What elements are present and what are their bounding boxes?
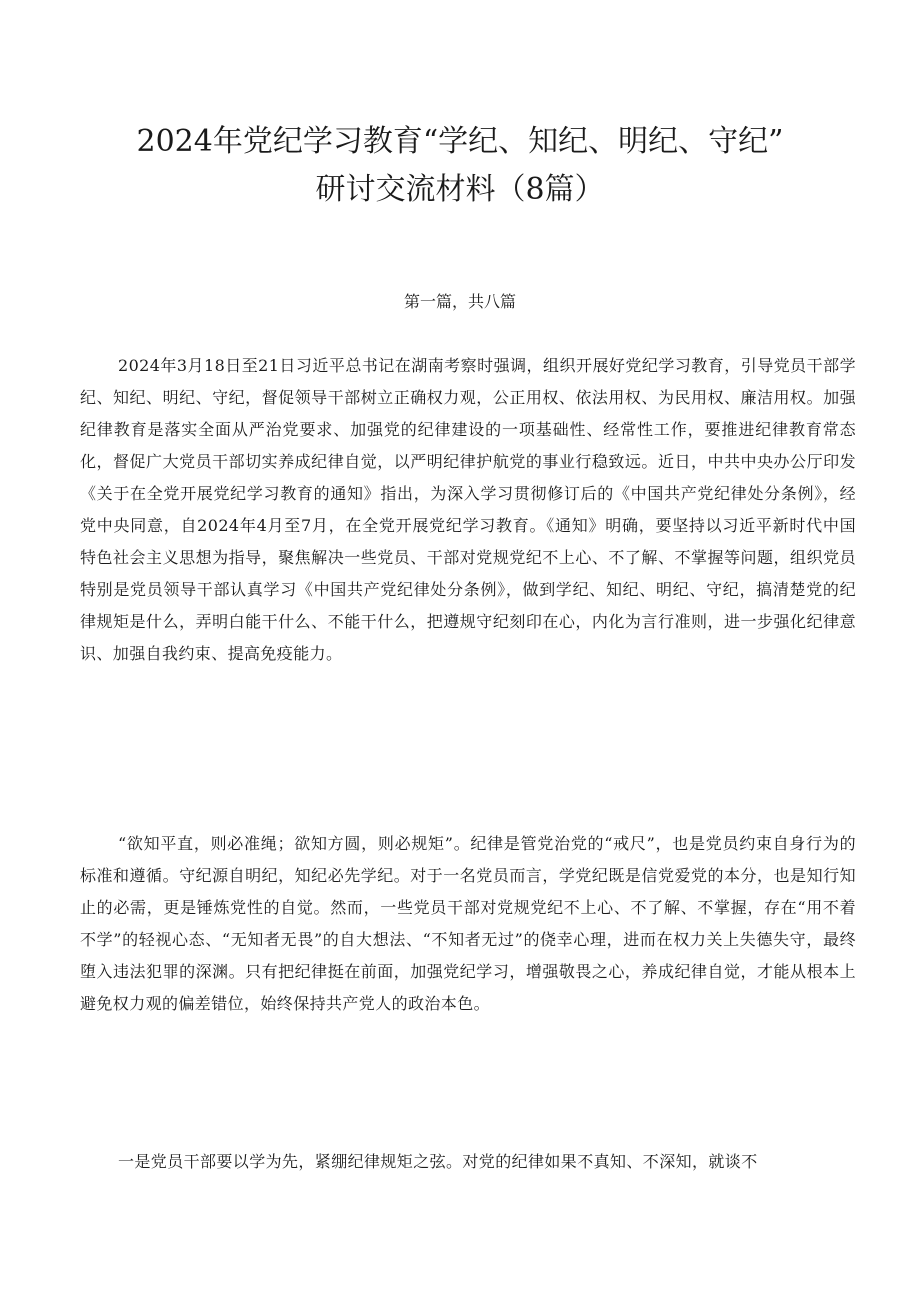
title-line-2: 研讨交流材料（8篇）	[315, 172, 605, 207]
title-line-1: 2024年党纪学习教育“学纪、知纪、明纪、守纪”	[136, 124, 784, 159]
document-title	[60, 118, 860, 214]
paragraph-3: 一是党员干部要以学为先，紧绷纪律规矩之弦。对党的纪律如果不真知、不深知，就谈不	[118, 1152, 758, 1171]
paragraph-1: 2024年3月18日至21日习近平总书记在湖南考察时强调，组织开展好党纪学习教育，引导党员干部学纪、知纪、明纪、守纪，督促领导干部树立正确权力观，公正用权、依法用权、为民用权、廉洁用权。加强纪律教育是落实全面从严治党要求、加强党的纪律建设的一项基础性、经常性工作，要推进纪律教育常态化，督促广大党员干部切实养成纪律自觉，以严明纪律护航党的事业行稳致远。近日，中共中央办公厅印发《关于在全党开展党纪学习教育的通知》指出，为深入学习贯彻修订后的《中国共产党纪律处分条例》，经党中央同意，自2024年4月至7月，在全党开展党纪学习教育。《通知》明确，要坚持以习近平新时代中国特色社会主义思想为指导，聚焦解决一些党员、干部对党规党纪不上心、不了解、不掌握等问题，组织党员特别是党员领导干部认真学习《中国共产党纪律处分条例》，做到学纪、知纪、明纪、守纪，搞清楚党的纪律规矩是什么，弄明白能干什么、不能干什么，把遵规守纪刻印在心，内化为言行准则，进一步强化纪律意识、加强自我约束、提高免疫能力。	[80, 356, 856, 663]
section-heading: 第一篇，共八篇	[403, 292, 516, 311]
paragraph-2: “欲知平直，则必准绳；欲知方圆，则必规矩”。纪律是管党治党的“戒尺”，也是党员约束自身行为的标准和遵循。守纪源自明纪，知纪必先学纪。对于一名党员而言，学党纪既是信党爱党的本分，也是知行知止的必需，更是锤炼党性的自觉。然而，一些党员干部对党规党纪不上心、不了解、不掌握，存在“用不着不学”的轻视心态、“无知者无畏”的自大想法、“不知者无过”的侥幸心理，进而在权力关上失德失守，最终堕入违法犯罪的深渊。只有把纪律挺在前面，加强党纪学习，增强敬畏之心，养成纪律自觉，才能从根本上避免权力观的偏差错位，始终保持共产党人的政治本色。	[80, 834, 856, 1013]
